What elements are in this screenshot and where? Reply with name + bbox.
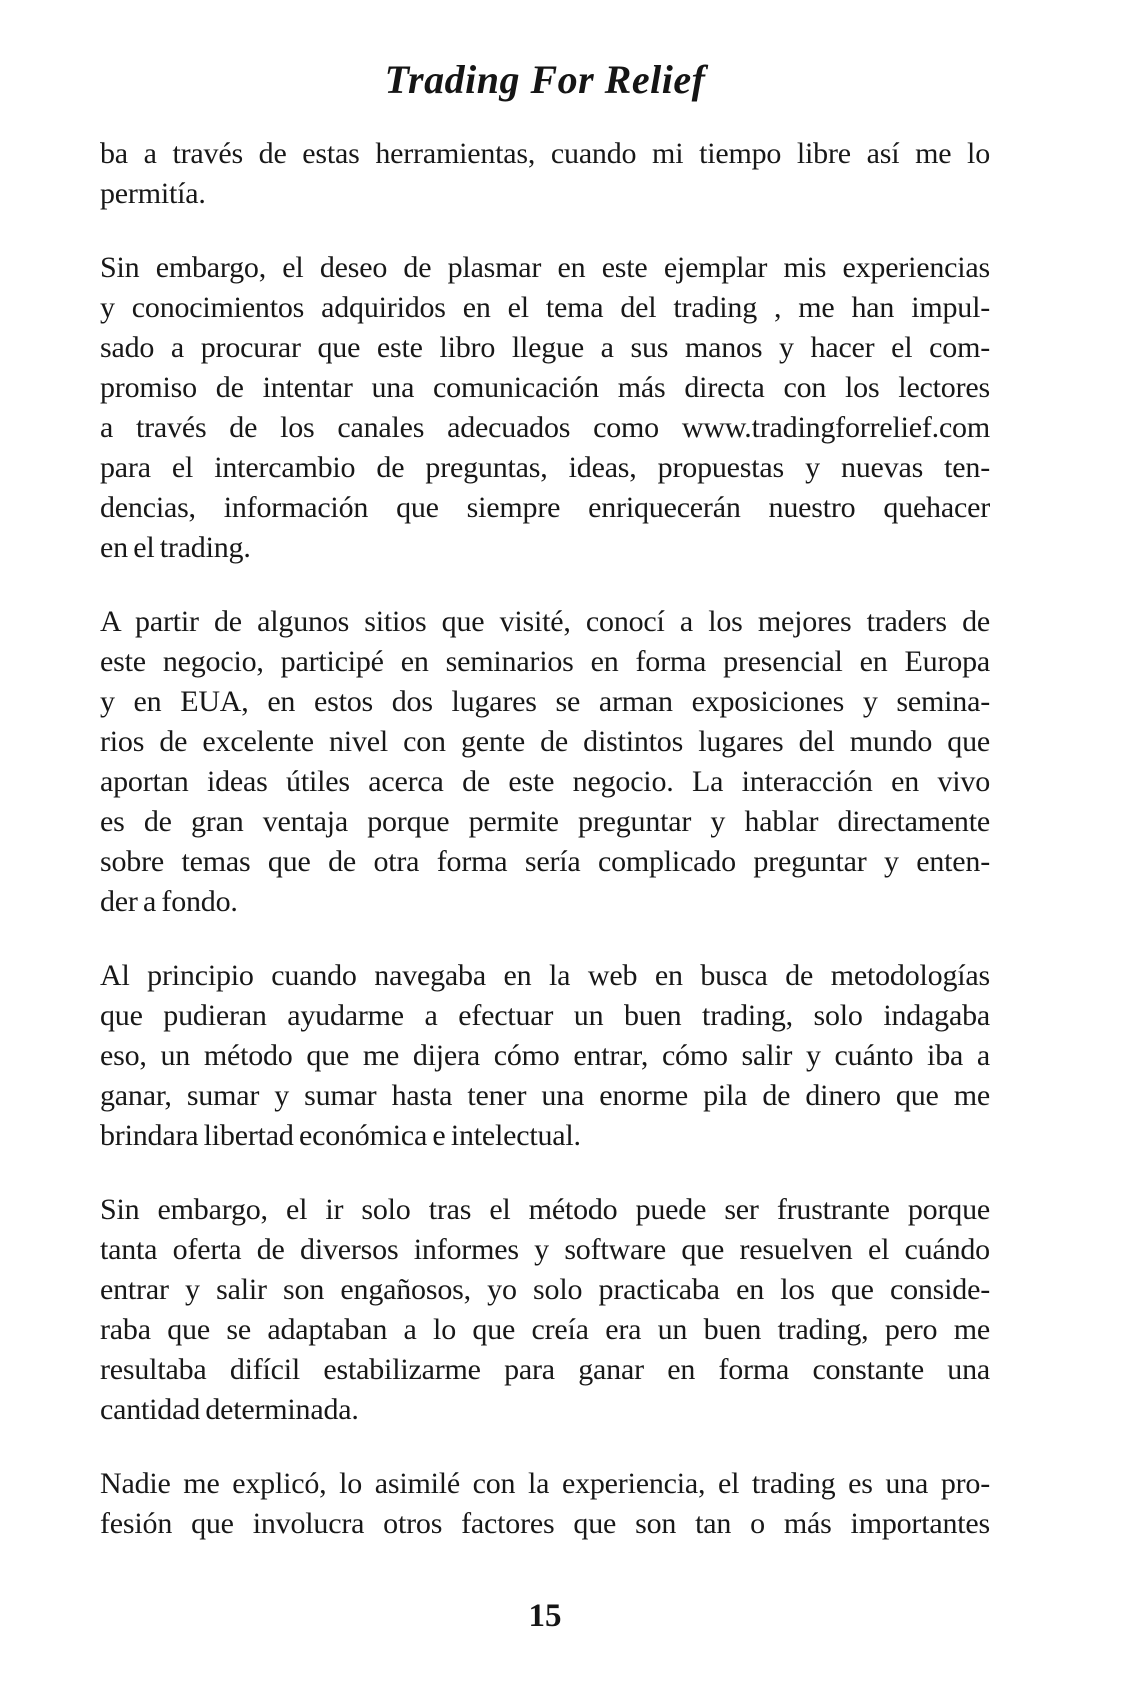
text-line: cantidad determinada. [100,1393,359,1426]
text-line: resultaba difícil estabilizarme para ganar en forma constante una [100,1353,990,1386]
text-line: y en EUA, en estos dos lugares se arman exposiciones y semina- [100,685,990,718]
text-line: sobre temas que de otra forma sería complicado preguntar y enten- [100,845,990,878]
page-title: Trading For Relief [384,57,706,102]
text-line: der a fondo. [100,885,238,918]
text-line: rios de excelente nivel con gente de distintos lugares del mundo que [100,725,990,758]
text-line: ba a través de estas herramientas, cuando mi tiempo libre así me lo [100,137,990,170]
text-line: que pudieran ayudarme a efectuar un buen trading, solo indagaba [100,999,990,1032]
text-line: promiso de intentar una comunicación más directa con los lectores [100,371,990,404]
text-line: fesión que involucra otros factores que son tan o más importantes [100,1507,990,1540]
text-line: y conocimientos adquiridos en el tema del trading , me han impul- [100,291,990,324]
text-line: aportan ideas útiles acerca de este negocio. La interacción en vivo [100,765,990,798]
text-line: eso, un método que me dijera cómo entrar, cómo salir y cuánto iba a [100,1039,990,1072]
text-line: sado a procurar que este libro llegue a sus manos y hacer el com- [100,331,990,364]
text-line: raba que se adaptaban a lo que creía era un buen trading, pero me [100,1313,990,1346]
text-line: entrar y salir son engañosos, yo solo practicaba en los que conside- [100,1273,990,1306]
text-line: tanta oferta de diversos informes y software que resuelven el cuándo [100,1233,990,1266]
paragraph [100,134,990,214]
text-line: permitía. [100,177,206,210]
text-line: brindara libertad económica e intelectual. [100,1119,581,1152]
text-line: para el intercambio de preguntas, ideas, propuestas y nuevas ten- [100,451,990,484]
text-line: Sin embargo, el ir solo tras el método puede ser frustrante porque [100,1193,990,1226]
text-line: Nadie me explicó, lo asimilé con la experiencia, el trading es una pro- [100,1467,990,1500]
paragraph [100,1190,990,1430]
paragraph [100,248,990,568]
body-text [100,134,990,1544]
paragraph [100,956,990,1156]
text-line: en el trading. [100,531,251,564]
text-line: Al principio cuando navegaba en la web en busca de metodologías [100,959,990,992]
page-number: 15 [528,1598,562,1634]
text-line: A partir de algunos sitios que visité, conocí a los mejores traders de [100,605,990,638]
paragraph [100,602,990,922]
text-line: a través de los canales adecuados como www.tradingforrelief.com [100,411,990,444]
paragraph [100,1464,990,1544]
text-line: este negocio, participé en seminarios en forma presencial en Europa [100,645,990,678]
text-line: dencias, información que siempre enriquecerán nuestro quehacer [100,491,990,524]
text-line: Sin embargo, el deseo de plasmar en este ejemplar mis experiencias [100,251,990,284]
text-line: es de gran ventaja porque permite preguntar y hablar directamente [100,805,990,838]
text-line: ganar, sumar y sumar hasta tener una enorme pila de dinero que me [100,1079,990,1112]
